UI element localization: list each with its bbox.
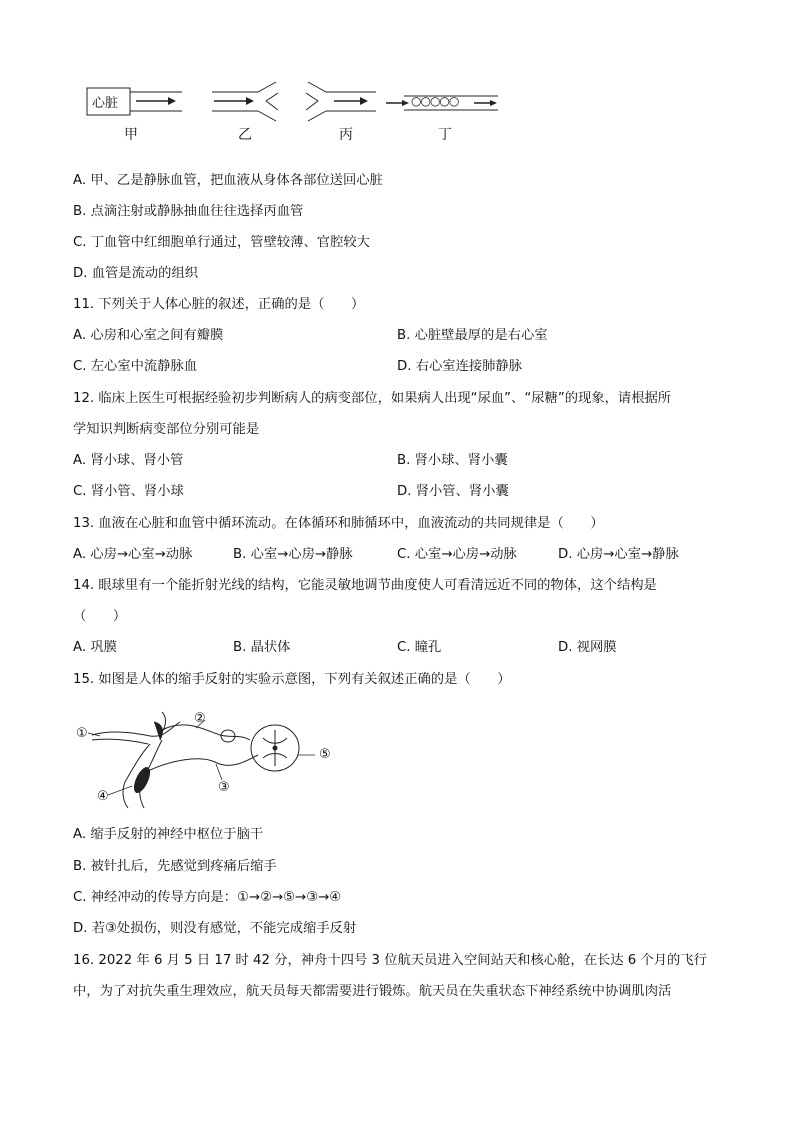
q10-option-a: A. 甲、乙是静脉血管，把血液从身体各部位送回心脏 <box>73 173 383 188</box>
reflex-label-3: ③ <box>218 780 230 795</box>
q16-stem-line2: 中，为了对抗失重生理效应，航天员每天都需要进行锻炼。航天员在失重状态下神经系统中协调肌肉活 <box>73 984 672 999</box>
q14-stem-line2: （ ） <box>73 609 127 624</box>
arrow-right-icon <box>334 97 368 105</box>
q14-option-a: A. 巩膜 <box>73 640 117 655</box>
q10-option-c: C. 丁血管中红细胞单行通过，管壁较薄、官腔较大 <box>73 235 370 250</box>
q11-option-a: A. 心房和心室之间有瓣膜 <box>73 328 224 343</box>
q13-option-a: A. 心房→心室→动脉 <box>73 547 193 562</box>
q14-option-c: C. 瞳孔 <box>397 640 442 655</box>
q15-option-c: C. 神经冲动的传导方向是：①→②→⑤→③→④ <box>73 890 342 905</box>
q11-option-b: B. 心脏壁最厚的是右心室 <box>397 328 548 343</box>
reflex-label-1: ① <box>76 726 88 741</box>
reflex-label-5: ⑤ <box>319 747 331 762</box>
vessel-label-yi: 乙 <box>238 127 252 143</box>
q10-option-d: D. 血管是流动的组织 <box>73 266 199 281</box>
vessel-label-bing: 丙 <box>339 127 353 143</box>
q15-stem: 15. 如图是人体的缩手反射的实验示意图，下列有关叙述正确的是（ ） <box>73 672 511 687</box>
q11-stem: 11. 下列关于人体心脏的叙述，正确的是（ ） <box>73 297 365 312</box>
q12-stem-line2: 学知识判断病变部位分别可能是 <box>73 422 260 437</box>
vessel-label-jia: 甲 <box>124 127 138 143</box>
q13-option-d: D. 心房→心室→静脉 <box>558 547 679 562</box>
q12-option-c: C. 肾小管、肾小球 <box>73 484 184 499</box>
q12-option-d: D. 肾小管、肾小囊 <box>397 484 509 499</box>
q12-option-b: B. 肾小球、肾小囊 <box>397 453 508 468</box>
q12-option-a: A. 肾小球、肾小管 <box>73 453 184 468</box>
q15-option-d: D. 若③处损伤，则没有感觉，不能完成缩手反射 <box>73 921 357 936</box>
q14-stem-line1: 14. 眼球里有一个能折射光线的结构，它能灵敏地调节曲度使人可看清远近不同的物体，这个结构是 <box>73 578 657 593</box>
reflex-label-4: ④ <box>97 789 109 804</box>
q11-option-d: D. 右心室连接肺静脉 <box>397 359 523 374</box>
q13-option-c: C. 心室→心房→动脉 <box>397 547 517 562</box>
vessel-label-ding: 丁 <box>438 127 452 143</box>
q15-option-a: A. 缩手反射的神经中枢位于脑干 <box>73 827 264 842</box>
red-blood-cells: ○○○○○ <box>411 94 459 108</box>
arrow-right-icon <box>474 100 497 106</box>
q14-option-b: B. 晶状体 <box>233 640 291 655</box>
reflex-arc-figure <box>70 700 350 815</box>
q13-option-b: B. 心室→心房→静脉 <box>233 547 353 562</box>
arrow-right-icon <box>386 100 409 106</box>
q13-stem: 13. 血液在心脏和血管中循环流动。在体循环和肺循环中，血液流动的共同规律是（ ） <box>73 516 604 531</box>
q12-stem-line1: 12. 临床上医生可根据经验初步判断病人的病变部位，如果病人出现“尿血”、“尿糖”的现象，请根据所 <box>73 391 672 406</box>
q14-option-d: D. 视网膜 <box>558 640 617 655</box>
q11-option-c: C. 左心室中流静脉血 <box>73 359 198 374</box>
q15-option-b: B. 被针扎后，先感觉到疼痛后缩手 <box>73 859 277 874</box>
reflex-label-2: ② <box>194 711 206 726</box>
heart-box-label: 心脏 <box>92 96 119 111</box>
q10-option-b: B. 点滴注射或静脉抽血往往选择丙血管 <box>73 204 304 219</box>
arrow-right-icon <box>214 97 254 105</box>
blood-vessel-figure <box>0 0 794 160</box>
q16-stem-line1: 16. 2022 年 6 月 5 日 17 时 42 分，神舟十四号 3 位航天员进入空间站天和核心舱，在长达 6 个月的飞行 <box>73 953 707 968</box>
arrow-right-icon <box>136 97 176 105</box>
